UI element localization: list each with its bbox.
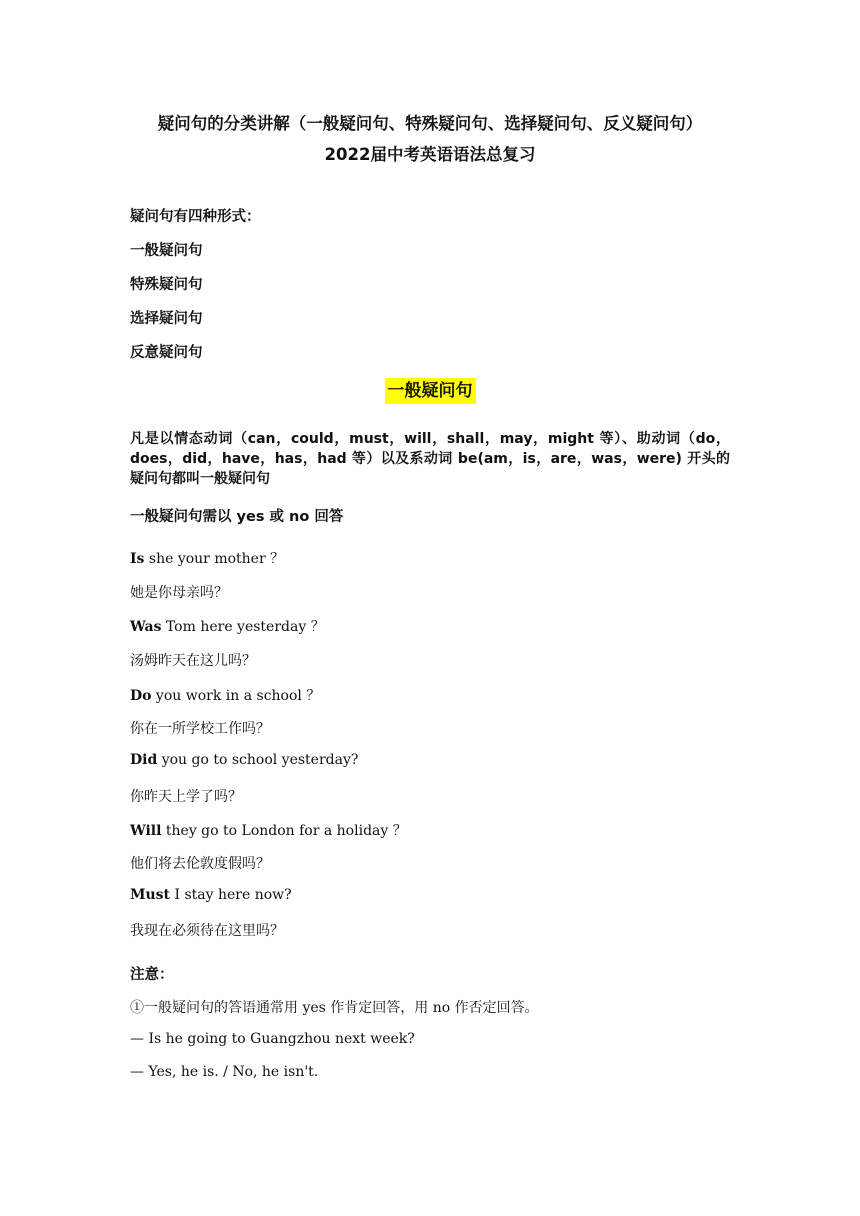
title-line-2: 2022届中考英语语法总复习 bbox=[324, 145, 536, 164]
section-banner-wrap bbox=[0, 378, 860, 404]
intro-item-tag: 反意疑问句 bbox=[130, 345, 203, 361]
example-rest: they go to London for a holiday ？ bbox=[161, 823, 407, 839]
example-rest: I stay here now? bbox=[170, 887, 292, 903]
definition-paragraph: 凡是以情态动词（can，could，must，will，shall，may，might 等）、助动词（do，does，did，have，has，had 等）以及系动词 be(am，is，are，was，were) 开头的疑问句都叫一般疑问句 bbox=[130, 431, 730, 487]
example-verb: Is bbox=[130, 551, 145, 567]
intro-item-alternative: 选择疑问句 bbox=[130, 311, 203, 327]
example-translation: 我现在必须待在这里吗？ bbox=[130, 923, 284, 939]
example-sentence bbox=[130, 548, 284, 568]
intro-item-general: 一般疑问句 bbox=[130, 243, 203, 259]
example-sentence bbox=[130, 887, 292, 903]
section-banner: 一般疑问句 bbox=[385, 378, 476, 404]
note-point-1: ①一般疑问句的答语通常用 yes 作肯定回答，用 no 作否定回答。 bbox=[130, 1000, 539, 1016]
answer-rule: 一般疑问句需以 yes 或 no 回答 bbox=[130, 509, 344, 525]
example-translation: 汤姆昨天在这儿吗？ bbox=[130, 653, 256, 669]
example-verb: Must bbox=[130, 887, 171, 903]
note-heading: 注意： bbox=[130, 967, 174, 983]
example-sentence bbox=[130, 752, 358, 768]
example-sentence bbox=[130, 685, 320, 705]
dialogue-answer: — Yes, he is. / No, he isn't. bbox=[130, 1064, 319, 1080]
example-translation: 你在一所学校工作吗？ bbox=[130, 721, 270, 737]
intro-heading: 疑问句有四种形式： bbox=[130, 209, 261, 225]
example-verb: Did bbox=[130, 752, 158, 768]
dialogue-question: — Is he going to Guangzhou next week? bbox=[130, 1031, 415, 1047]
example-verb: Was bbox=[130, 619, 162, 635]
example-translation: 你昨天上学了吗？ bbox=[130, 789, 242, 805]
example-verb: Do bbox=[130, 688, 152, 704]
example-rest: you work in a school ？ bbox=[151, 688, 321, 704]
example-sentence bbox=[130, 820, 407, 840]
example-translation: 她是你母亲吗？ bbox=[130, 585, 228, 601]
example-rest: you go to school yesterday? bbox=[157, 752, 359, 768]
intro-item-special: 特殊疑问句 bbox=[130, 277, 203, 293]
example-rest: Tom here yesterday ？ bbox=[161, 619, 325, 635]
example-sentence bbox=[130, 616, 325, 636]
example-verb: Will bbox=[130, 823, 162, 839]
example-rest: she your mother ？ bbox=[144, 551, 285, 567]
example-translation: 他们将去伦敦度假吗？ bbox=[130, 856, 270, 872]
title-line-1: 疑问句的分类讲解（一般疑问句、特殊疑问句、选择疑问句、反义疑问句） bbox=[157, 114, 703, 133]
